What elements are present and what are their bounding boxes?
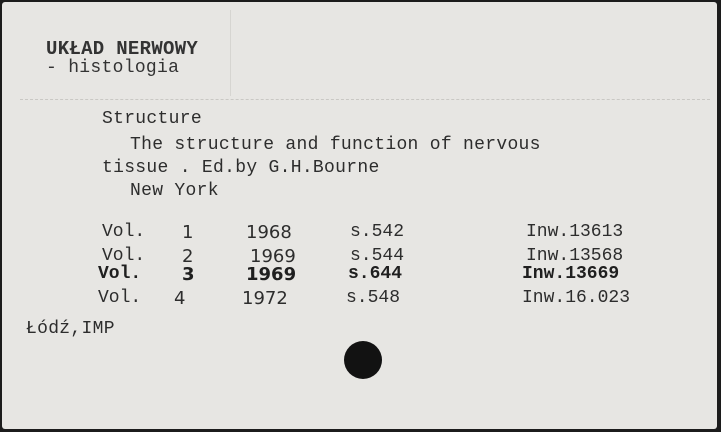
volume-label: Vol. — [102, 246, 146, 266]
title-line-1: The structure and function of nervous — [130, 135, 541, 155]
title-label: Structure — [102, 109, 202, 129]
punch-hole — [344, 341, 382, 379]
card-ruling-line — [230, 10, 231, 96]
volume-number: 4 — [174, 288, 186, 309]
volume-inventory: Inw.13568 — [526, 246, 624, 266]
publication-city: New York — [130, 181, 219, 201]
volume-number: 2 — [182, 246, 194, 267]
volume-pages: s.548 — [346, 288, 401, 308]
volume-inventory: Inw.13613 — [526, 222, 624, 242]
volume-year: 1972 — [242, 288, 288, 309]
subject-subheading: - histologia — [46, 58, 180, 78]
volume-inventory: Inw.16.023 — [522, 288, 631, 308]
card-divider — [20, 99, 710, 100]
volume-label: Vol. — [102, 222, 146, 242]
volume-year: 1968 — [246, 222, 292, 243]
volume-number: 1 — [182, 222, 194, 243]
subject-heading: UKŁAD NERWOWY — [46, 38, 199, 60]
title-line-2: tissue . Ed.by G.H.Bourne — [102, 158, 380, 178]
catalog-card — [2, 2, 717, 429]
volume-inventory: Inw.13669 — [522, 264, 620, 284]
volume-pages: s.644 — [348, 264, 403, 284]
volume-year: 1969 — [246, 264, 297, 285]
volume-year: 1969 — [250, 246, 296, 267]
publisher-place: Łódź,IMP — [26, 319, 115, 339]
volume-pages: s.544 — [350, 246, 405, 266]
volume-label: Vol. — [98, 288, 142, 308]
volume-label: Vol. — [98, 264, 142, 284]
volume-pages: s.542 — [350, 222, 405, 242]
volume-number: 3 — [182, 264, 195, 285]
